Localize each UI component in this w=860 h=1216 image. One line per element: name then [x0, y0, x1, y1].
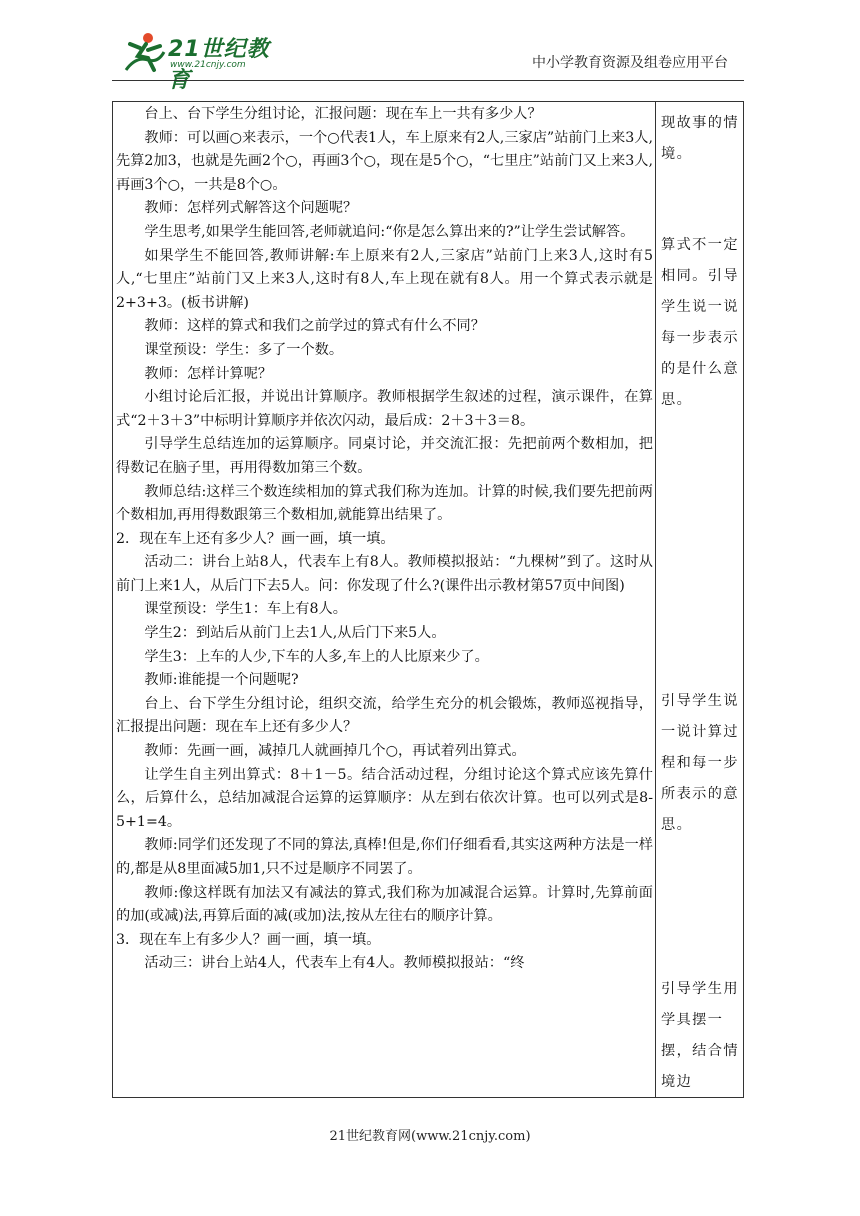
- paragraph: 教师：怎样计算呢？: [144, 365, 273, 382]
- paragraph: 教师：先画一画，减掉几人就画掉几个○，再试着列出算式。: [144, 743, 526, 760]
- paragraph: 台上、台下学生分组讨论，汇报问题：现在车上一共有多少人？: [144, 106, 542, 122]
- paragraph: 课堂预设：学生：多了一个数。: [144, 341, 344, 358]
- paragraph: 教师:谁能提一个问题呢?: [144, 672, 299, 689]
- logo: [118, 30, 288, 93]
- paragraph: 学生3：上车的人少,下车的人多,车上的人比原来少了。: [144, 648, 489, 665]
- paragraph: 教师:同学们还发现了不同的算法,真棒!但是,你们仔细看看,其实这两种方法是一样的,都是从8里面减5加1,只不过是顺序不同罢了。: [116, 837, 653, 877]
- section-heading: 2．现在车上还有多少人？画一画，填一填。: [116, 530, 395, 547]
- paragraph: 教师:像这样既有加法又有减法的算式,我们称为加减混合运算。计算时,先算前面的加(或减)法,再算后面的减(或加)法,按从左往右的顺序计算。: [116, 884, 653, 925]
- paragraph: 引导学生总结连加的运算顺序。同桌讨论，并交流汇报：先把前两个数相加，把得数记在脑子里，再用得数加第三个数。: [116, 436, 653, 476]
- column-divider: [655, 102, 656, 1097]
- side-note: 引导学生用学具摆一摆，结合情境边: [661, 981, 739, 1090]
- paragraph: 台上、台下学生分组讨论，组织交流，给学生充分的机会锻炼，教师巡视指导，汇报提出问题：现在车上还有多少人？: [116, 695, 653, 736]
- lesson-content: [116, 103, 653, 976]
- platform-title: 中小学教育资源及组卷应用平台: [532, 55, 728, 71]
- paragraph: 小组讨论后汇报，并说出计算顺序。教师根据学生叙述的过程，演示课件，在算式“2＋3＋3”中标明计算顺序并依次闪动，最后成：2＋3＋3＝8。: [116, 389, 653, 429]
- paragraph: 让学生自主列出算式：8＋1－5。结合活动过程，分组讨论这个算式应该先算什么，后算什么，总结加减混合运算的运算顺序：从左到右依次计算。也可以列式是8-5+1=4。: [116, 766, 653, 830]
- paragraph: 如果学生不能回答,教师讲解:车上原来有2人,三家店”站前门上来3人,这时有5人,“七里庄”站前门又上来3人,这时有8人,车上现在就有8人。用一个算式表示就是2+3+3。(板书讲解): [116, 247, 653, 311]
- section-heading: 3．现在车上有多少人？画一画，填一填。: [116, 931, 381, 948]
- lesson-table: [112, 101, 744, 1098]
- side-note: 引导学生说一说计算过程和每一步所表示的意思。: [661, 693, 739, 833]
- brand-name: 21世纪教育: [168, 37, 270, 93]
- paragraph: 教师：这样的算式和我们之前学过的算式有什么不同？: [144, 318, 485, 335]
- runner-logo-icon: [118, 30, 168, 74]
- brand-domain: www.21cnjy.com: [170, 60, 246, 70]
- paragraph: 学生思考,如果学生能回答,老师就追问:“你是怎么算出来的?”让学生尝试解答。: [144, 223, 635, 240]
- paragraph: 活动三：讲台上站4人，代表车上有4人。教师模拟报站：“终: [144, 955, 525, 972]
- page-header: [0, 0, 860, 93]
- side-note: 现故事的情境。: [661, 115, 739, 162]
- paragraph: 教师总结:这样三个数连续相加的算式我们称为连加。计算的时候,我们要先把前两个数相加,再用得数跟第三个数相加,就能算出结果了。: [116, 483, 653, 524]
- paragraph: 课堂预设：学生1：车上有8人。: [144, 601, 347, 618]
- paragraph: 活动二：讲台上站8人，代表车上有8人。教师模拟报站：“九棵树”到了。这时从前门上来1人，从后门下去5人。问：你发现了什么?(课件出示教材第57页中间图): [116, 554, 653, 594]
- paragraph: 教师：怎样列式解答这个问题呢？: [144, 200, 358, 217]
- paragraph: 教师：可以画○来表示，一个○代表1人，车上原来有2人,三家店”站前门上来3人,先算2加3，也就是先画2个○，再画3个○，现在是5个○，“七里庄”站前门又上来3人,再画3个○，一共是8个○。: [116, 129, 653, 193]
- paragraph: 学生2：到站后从前门上去1人,从后门下来5人。: [144, 625, 446, 642]
- page-footer: 21世纪教育网(www.21cnjy.com): [329, 1129, 531, 1144]
- side-note: 算式不一定相同。引导学生说一说每一步表示的是什么意思。: [661, 237, 739, 408]
- header-rule: [112, 80, 744, 81]
